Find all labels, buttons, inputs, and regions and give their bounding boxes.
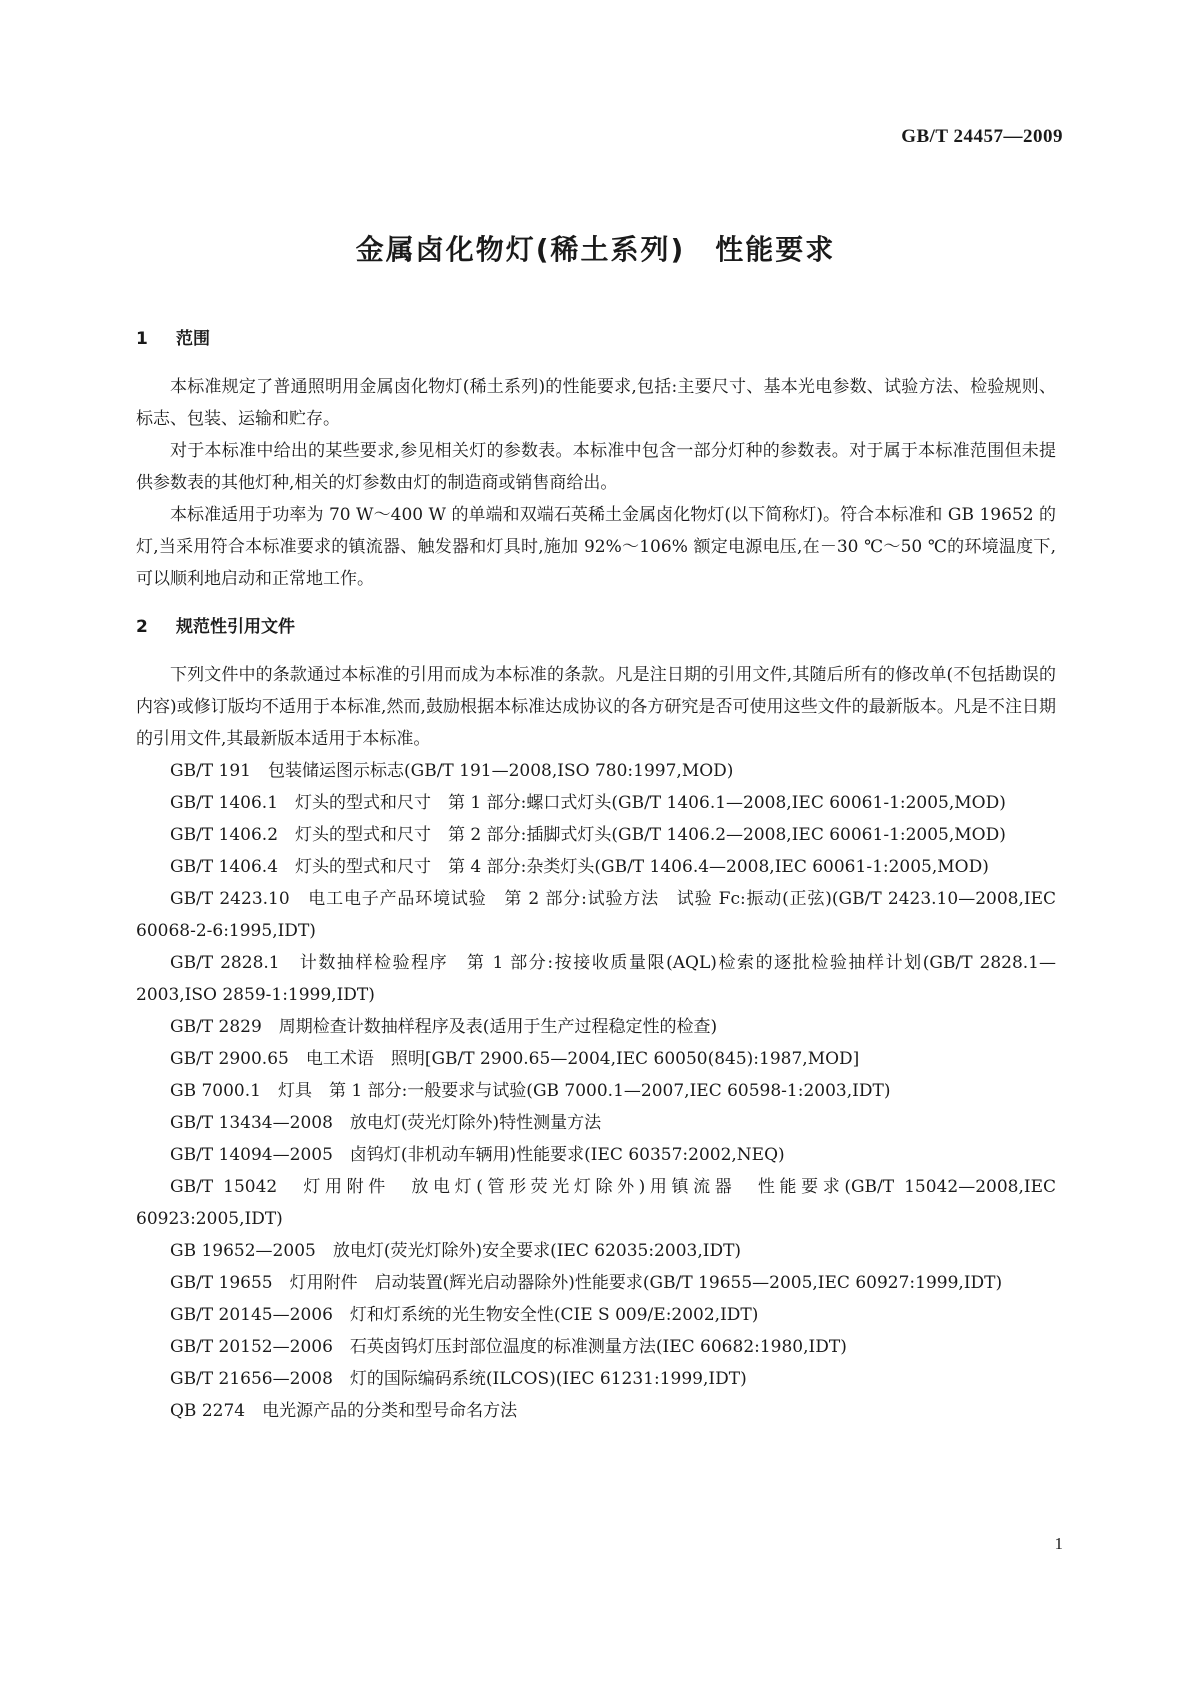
reference-item: GB/T 2423.10 电工电子产品环境试验 第 2 部分:试验方法 试验 Fc:振动(正弦)(GB/T 2423.10—2008,IEC 60068-2-6:1995,IDT) [136,889,1056,941]
reference-item: GB 19652—2005 放电灯(荧光灯除外)安全要求(IEC 62035:2003,IDT) [170,1241,742,1261]
section-2-number: 2 [136,617,148,637]
section-2-intro: 下列文件中的条款通过本标准的引用而成为本标准的条款。凡是注日期的引用文件,其随后所有的修改单(不包括勘误的内容)或修订版均不适用于本标准,然而,鼓励根据本标准达成协议的各方研究是否可使用这些文件的最新版本。凡是不注日期的引用文件,其最新版本适用于本标准。 [136,665,1056,749]
reference-item: GB/T 1406.1 灯头的型式和尺寸 第 1 部分:螺口式灯头(GB/T 1406.1—2008,IEC 60061-1:2005,MOD) [170,793,1006,813]
reference-item: QB 2274 电光源产品的分类和型号命名方法 [170,1401,518,1421]
reference-item: GB/T 14094—2005 卤钨灯(非机动车辆用)性能要求(IEC 60357:2002,NEQ) [170,1145,785,1165]
reference-item: GB/T 1406.2 灯头的型式和尺寸 第 2 部分:插脚式灯头(GB/T 1406.2—2008,IEC 60061-1:2005,MOD) [170,825,1006,845]
section-1-paragraph: 本标准规定了普通照明用金属卤化物灯(稀土系列)的性能要求,包括:主要尺寸、基本光电参数、试验方法、检验规则、标志、包装、运输和贮存。 [136,377,1056,429]
reference-item: GB/T 21656—2008 灯的国际编码系统(ILCOS)(IEC 61231:1999,IDT) [170,1369,747,1389]
section-2-title: 规范性引用文件 [176,617,295,637]
reference-item: GB 7000.1 灯具 第 1 部分:一般要求与试验(GB 7000.1—2007,IEC 60598-1:2003,IDT) [170,1081,891,1101]
section-1-paragraph: 对于本标准中给出的某些要求,参见相关灯的参数表。本标准中包含一部分灯种的参数表。对于属于本标准范围但未提供参数表的其他灯种,相关的灯参数由灯的制造商或销售商给出。 [136,441,1056,493]
reference-item: GB/T 2900.65 电工术语 照明[GB/T 2900.65—2004,IEC 60050(845):1987,MOD] [170,1049,860,1069]
reference-item: GB/T 191 包装储运图示标志(GB/T 191—2008,ISO 780:1997,MOD) [170,761,734,781]
reference-item: GB/T 2829 周期检查计数抽样程序及表(适用于生产过程稳定性的检查) [170,1017,718,1037]
reference-item: GB/T 2828.1 计数抽样检验程序 第 1 部分:按接收质量限(AQL)检索的逐批检验抽样计划(GB/T 2828.1—2003,ISO 2859-1:1999,IDT) [136,953,1056,1005]
section-1-title: 范围 [176,329,210,349]
reference-item: GB/T 13434—2008 放电灯(荧光灯除外)特性测量方法 [170,1113,602,1133]
page-number: 1 [1054,1534,1063,1553]
section-1-number: 1 [136,329,148,349]
reference-item: GB/T 1406.4 灯头的型式和尺寸 第 4 部分:杂类灯头(GB/T 1406.4—2008,IEC 60061-1:2005,MOD) [170,857,989,877]
section-1-paragraph: 本标准适用于功率为 70 W～400 W 的单端和双端石英稀土金属卤化物灯(以下简称灯)。符合本标准和 GB 19652 的灯,当采用符合本标准要求的镇流器、触发器和灯具时,施加 92%～106% 额定电源电压,在－30 ℃～50 ℃的环境温度下,可以顺利地启动和正常地工作。 [136,505,1056,589]
reference-item: GB/T 20145—2006 灯和灯系统的光生物安全性(CIE S 009/E:2002,IDT) [170,1305,759,1325]
standard-code: GB/T 24457—2009 [901,126,1063,147]
reference-item: GB/T 20152—2006 石英卤钨灯压封部位温度的标准测量方法(IEC 60682:1980,IDT) [170,1337,847,1357]
reference-item: GB/T 19655 灯用附件 启动装置(辉光启动器除外)性能要求(GB/T 19655—2005,IEC 60927:1999,IDT) [170,1273,1003,1293]
document-title: 金属卤化物灯(稀土系列) 性能要求 [355,233,836,266]
reference-item: GB/T 15042 灯用附件 放电灯(管形荧光灯除外)用镇流器 性能要求(GB/T 15042—2008,IEC 60923:2005,IDT) [136,1177,1056,1229]
document-body [136,325,1056,1427]
section-2-heading [136,613,1056,641]
section-1-heading [136,325,1056,353]
